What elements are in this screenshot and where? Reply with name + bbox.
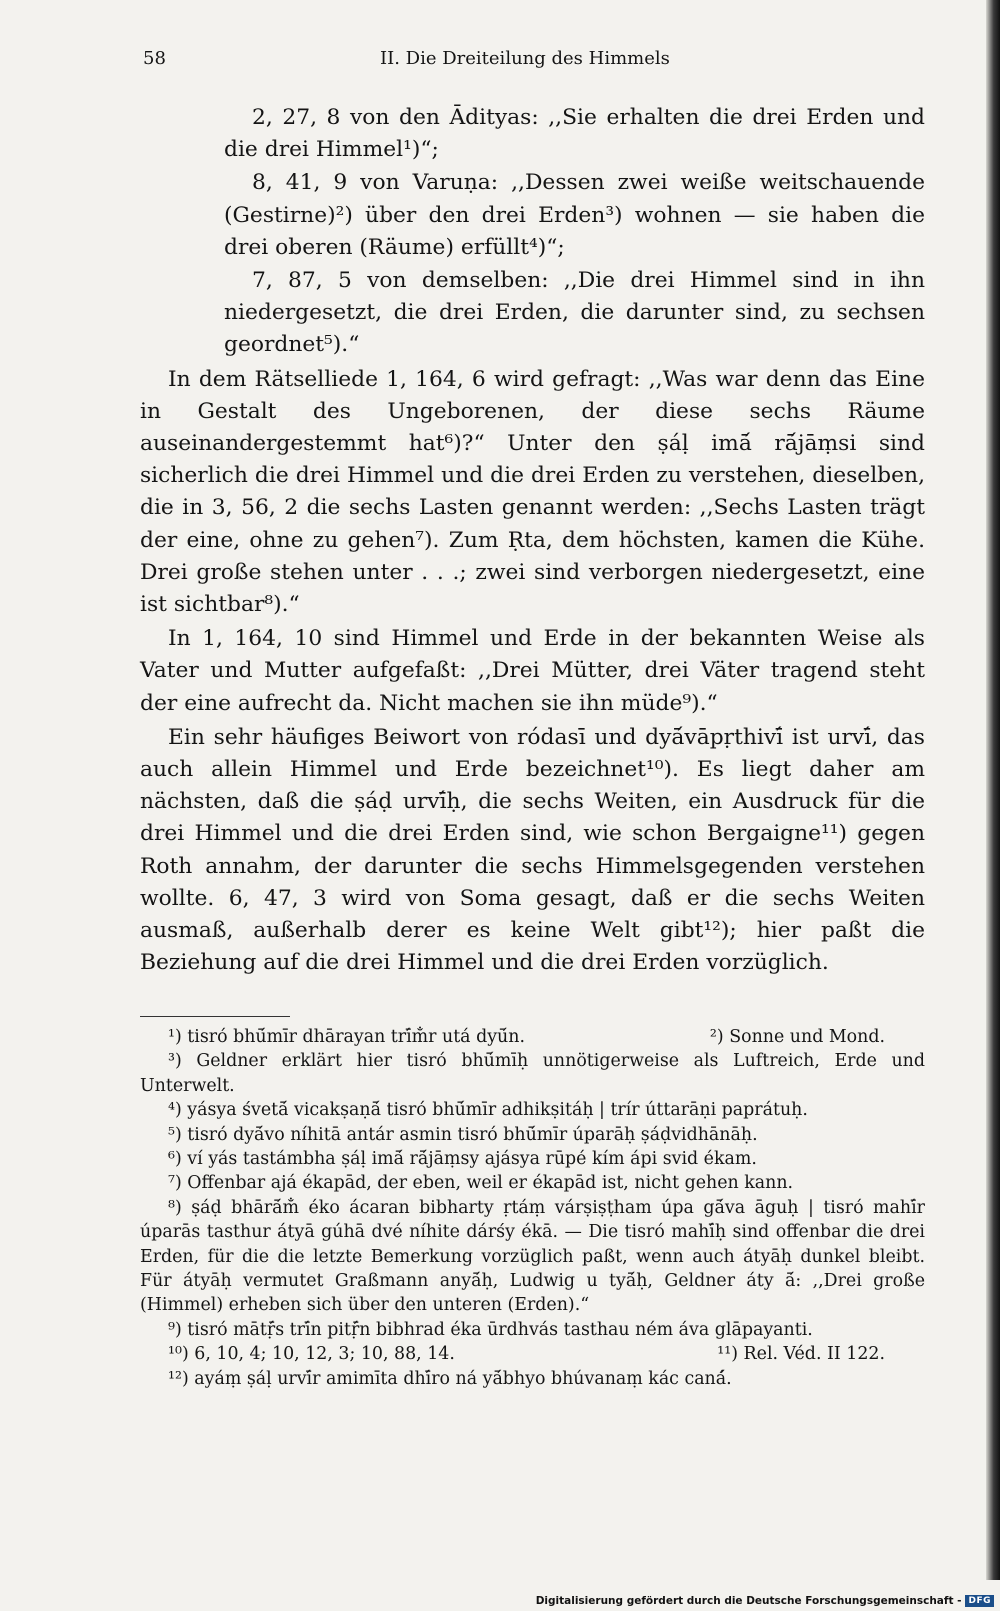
footnote-2: ²) Sonne und Mond.	[709, 1027, 885, 1047]
footnote-8: ⁸) ṣáḍ bhārā́m̐ éko ácaran bibharty ṛtáṃ várṣiṣṭham úpa gā́va āguḥ | tisró mahī́r úparās tasthur átyā gúhā dvé níhite dárśy ékā. — Die tisró mahī́ḥ sind offenbar die drei Erden, für die die letzte Bemerkung vorzüglich paßt, wenn auch átyāḥ dunkel bleibt. Für átyāḥ vermutet Graßmann anyā́ḥ, Ludwig u tyā́ḥ, Geldner áty ā́: ,,Drei große (Himmel) erheben sich über den unteren (Erden).“	[140, 1197, 925, 1316]
paragraph-vater-mutter: In 1, 164, 10 sind Himmel und Erde in der bekannten Weise als Vater und Mutter aufgefaßt: ,,Drei Mütter, drei Väter tragend steht der eine aufrecht da. Nicht machen sie ihn müde⁹).“	[140, 626, 925, 716]
footnote-4: ⁴) yásya śvetā́ vicakṣaṇā́ tisró bhū́mīr adhikṣitáḥ | trír úttarāṇi paprátuḥ.	[168, 1100, 808, 1121]
footnote-11: ¹¹) Rel. Véd. II 122.	[717, 1344, 885, 1365]
paragraph-quote-1: 2, 27, 8 von den Ādityas: ,,Sie erhalten die drei Erden und die drei Himmel¹)“;	[224, 105, 925, 163]
footnotes	[140, 1025, 925, 1391]
paragraph-quote-3: 7, 87, 5 von demselben: ,,Die drei Himmel sind in ihn niedergesetzt, die drei Erden, die darunter sind, zu sechsen geordnet⁵).“	[224, 268, 925, 358]
footnote-3: ³) Geldner erklärt hier tisró bhū́mīḥ unnötigerweise als Luftreich, Erde und Unterwelt.	[140, 1051, 925, 1096]
footnote-separator	[140, 1016, 290, 1017]
digitization-credit	[536, 1595, 994, 1607]
main-text	[140, 102, 925, 979]
digitization-credit-text: Digitalisierung gefördert durch die Deutsche Forschungsgemeinschaft -	[535, 1595, 962, 1607]
footnote-10: ¹⁰) 6, 10, 4; 10, 12, 3; 10, 88, 14.	[168, 1344, 455, 1365]
footnote-6: ⁶) ví yás tastámbha ṣáḷ imā́ rā́jāṃsy ajásya rūpé kím ápi svid ékam.	[168, 1149, 757, 1170]
footnote-row-10-11	[140, 1342, 925, 1366]
page-number: 58	[143, 48, 166, 69]
running-head: II. Die Dreiteilung des Himmels	[380, 48, 670, 69]
page-header	[143, 48, 923, 78]
paragraph-beiwort: Ein sehr häufiges Beiwort von ródasī und dyā́vāpṛthivī́ ist urvī́, das auch allein Himmel und Erde bezeichnet¹⁰). Es liegt daher am nächsten, daß die ṣáḍ urvī́ḥ, die sechs Weiten, ein Ausdruck für die drei Himmel und die drei Erden sind, wie schon Bergaigne¹¹) gegen Roth annahm, der darunter die sechs Himmelsgegenden verstehen wollte. 6, 47, 3 wird von Soma gesagt, daß er die sechs Weiten ausmaß, außerhalb derer es keine Welt gibt¹²); hier paßt die Beziehung auf die drei Himmel und die drei Erden vorzüglich.	[140, 724, 925, 976]
footnote-7: ⁷) Offenbar ajá ékapād, der eben, weil er ékapād ist, nicht gehen kann.	[168, 1173, 794, 1194]
footnote-9: ⁹) tisró mātṝ́s trī́n pitṝ́n bibhrad éka ūrdhvás tasthau ném áva glāpayanti.	[168, 1319, 813, 1340]
footnote-5: ⁵) tisró dyā́vo níhitā antár asmin tisró bhū́mīr úparāḥ ṣáḍvidhānāḥ.	[168, 1124, 758, 1145]
dfg-logo-icon: DFG	[965, 1595, 994, 1607]
footnote-1: ¹) tisró bhū́mīr dhārayan trī́m̐r utá dyū́n.	[168, 1027, 525, 1047]
footnote-row-1-2	[140, 1025, 925, 1049]
paragraph-quote-2: 8, 41, 9 von Varuṇa: ,,Dessen zwei weiße weitschauende (Gestirne)²) über den drei Erden³) wohnen — sie haben die drei oberen (Räume) erfüllt⁴)“;	[224, 170, 925, 260]
paragraph-raetsellied: In dem Rätselliede 1, 164, 6 wird gefragt: ,,Was war denn das Eine in Gestalt des Ungeborenen, der diese sechs Räume auseinandergestemmt hat⁶)?“ Unter den ṣáḷ imā́ rā́jāṃsi sind sicherlich die drei Himmel und die drei Erden zu verstehen, dieselben, die in 3, 56, 2 die sechs Lasten genannt werden: ,,Sechs Lasten trägt der eine, ohne zu gehen⁷). Zum Ṛta, dem höchsten, kamen die Kühe. Drei große stehen unter . . .; zwei sind verborgen niedergesetzt, eine ist sichtbar⁸).“	[140, 366, 925, 618]
footnote-12: ¹²) ayáṃ ṣáḷ urvī́r amimīta dhī́ro ná yā́bhyo bhúvanaṃ kác caná́.	[168, 1368, 732, 1389]
